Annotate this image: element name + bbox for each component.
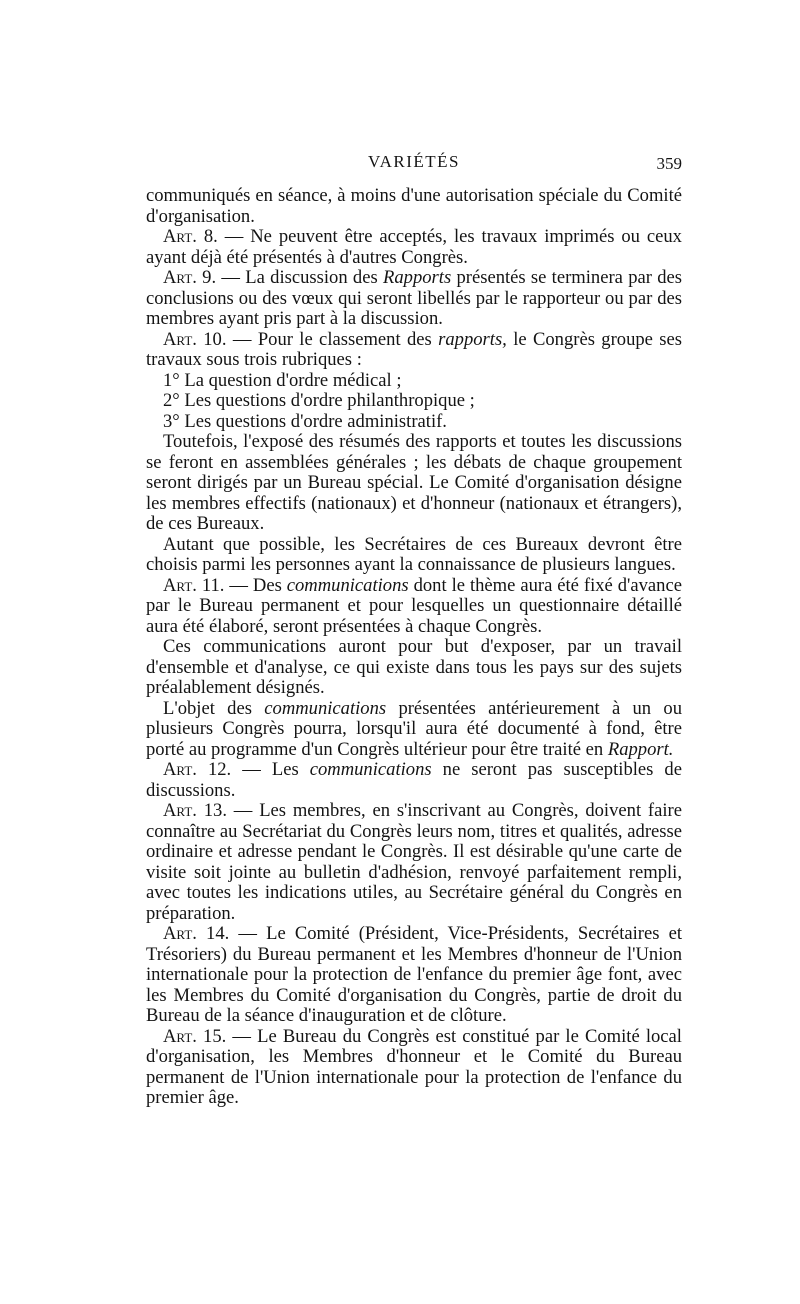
text-segment: le Congrès groupe ses travaux sous trois rubriques : xyxy=(146,328,682,370)
text-segment: Ces communications auront pour but d'exposer, par un travail d'ensemble et d'analyse, ce qui existe dans tous les pays sur des sujets préalablement désignés. xyxy=(146,636,682,698)
page-number: 359 xyxy=(656,154,682,173)
paragraph xyxy=(146,412,682,433)
italic-term: communications xyxy=(309,759,432,780)
article-paragraph xyxy=(146,801,682,924)
text-segment: 1° La question d'ordre médical ; xyxy=(163,369,402,391)
article-label: Art. 11. xyxy=(163,574,225,596)
text-segment: — La discussion des xyxy=(216,267,383,288)
paragraph xyxy=(146,371,682,392)
running-header xyxy=(146,152,682,180)
article-paragraph xyxy=(146,330,682,371)
article-paragraph xyxy=(146,268,682,330)
article-label: Art. 14. xyxy=(163,923,230,944)
text-segment: L'objet des xyxy=(163,697,265,719)
paragraph xyxy=(146,535,682,576)
article-label: Art. 10. xyxy=(163,328,227,350)
text-segment: Toutefois, l'exposé des résumés des rapports et toutes les discussions se feront en assemblées générales ; les débats de chaque groupement seront dirigés par un Bureau spécial. Le Comité d'organisation désigne les membres effectifs (nationaux) et d'honneur (nationaux et étrangers), de ces Bureaux. xyxy=(146,431,682,534)
text-segment: — Les membres, en s'inscrivant au Congrès, doivent faire connaître au Secrétariat du Congrès leurs nom, titres et qualités, adresse ordinaire et adresse pendant le Congrès. Il est désirable qu'une carte de visite soit jointe au bulletin d'adhésion, renvoyé parfaitement rempli, avec toutes les indications utiles, au Secrétaire général du Congrès en préparation. xyxy=(146,800,682,924)
text-segment: — Pour le classement des xyxy=(226,328,439,350)
text-segment: dont le thème aura été fixé d'avance par le Bureau permanent et pour lesquelles un questionnaire détaillé aura été élaboré, seront présentées à chaque Congrès. xyxy=(146,574,682,637)
article-paragraph xyxy=(146,924,682,1027)
text-segment: présentées antérieurement à un ou plusieurs Congrès pourra, lorsqu'il aura été documenté à fond, être porté au programme d'un Congrès ultérieur pour être traité en xyxy=(146,697,682,760)
body-text xyxy=(146,186,682,1109)
text-segment: 2° Les questions d'ordre philanthropique ; xyxy=(163,390,475,411)
text-segment: communiqués en séance, à moins d'une autorisation spéciale du Comité d'organisation. xyxy=(146,185,682,227)
article-label: Art. 8. xyxy=(163,226,218,247)
article-label: Art. 13. xyxy=(163,800,227,821)
article-paragraph xyxy=(146,576,682,638)
continued-paragraph xyxy=(146,186,682,227)
text-segment: ne seront pas susceptibles de discussions. xyxy=(146,759,682,801)
text-segment: présentés se terminera par des conclusions ou des vœux qui seront libellés par le rapporteur ou par des membres ayant pris part à la discussion. xyxy=(146,267,682,329)
paragraph xyxy=(146,637,682,699)
text-segment: — Les xyxy=(231,759,310,780)
text-segment: 3° Les questions d'ordre administratif. xyxy=(163,410,447,432)
italic-term: communications xyxy=(286,574,409,596)
article-label: Art. 9. xyxy=(163,267,217,288)
article-paragraph xyxy=(146,760,682,801)
italic-term: Rapports xyxy=(383,267,452,288)
text-segment: Autant que possible, les Secrétaires de ces Bureaux devront être choisis parmi les personnes ayant la connaissance de plusieurs langues. xyxy=(146,533,682,575)
italic-term: communications xyxy=(264,697,387,719)
article-paragraph xyxy=(146,1027,682,1109)
italic-term: Rapport. xyxy=(607,738,674,760)
text-segment: — Ne peuvent être acceptés, les travaux imprimés ou ceux ayant déjà été présentés à d'autres Congrès. xyxy=(146,226,682,268)
article-paragraph xyxy=(146,227,682,268)
text-segment: — Le Comité (Président, Vice-Présidents, Secrétaires et Trésoriers) du Bureau permanent et les Membres d'honneur de l'Union internationale pour la protection de l'enfance du premier âge font, avec les Membres du Comité d'organisation du Congrès, partie de droit du Bureau de la séance d'inauguration et de clôture. xyxy=(146,923,682,1026)
text-segment: — Le Bureau du Congrès est constitué par le Comité local d'organisation, les Membres d'honneur et le Comité du Bureau permanent de l'Union internationale pour la protection de l'enfance du premier âge. xyxy=(146,1025,682,1108)
running-title: VARIÉTÉS xyxy=(368,152,460,171)
paragraph xyxy=(146,391,682,412)
article-label: Art. 12. xyxy=(163,759,232,780)
paragraph xyxy=(146,432,682,535)
article-label: Art. 15. xyxy=(163,1025,227,1047)
text-segment: — Des xyxy=(224,574,287,596)
paragraph xyxy=(146,699,682,761)
italic-term: rapports, xyxy=(438,328,507,350)
